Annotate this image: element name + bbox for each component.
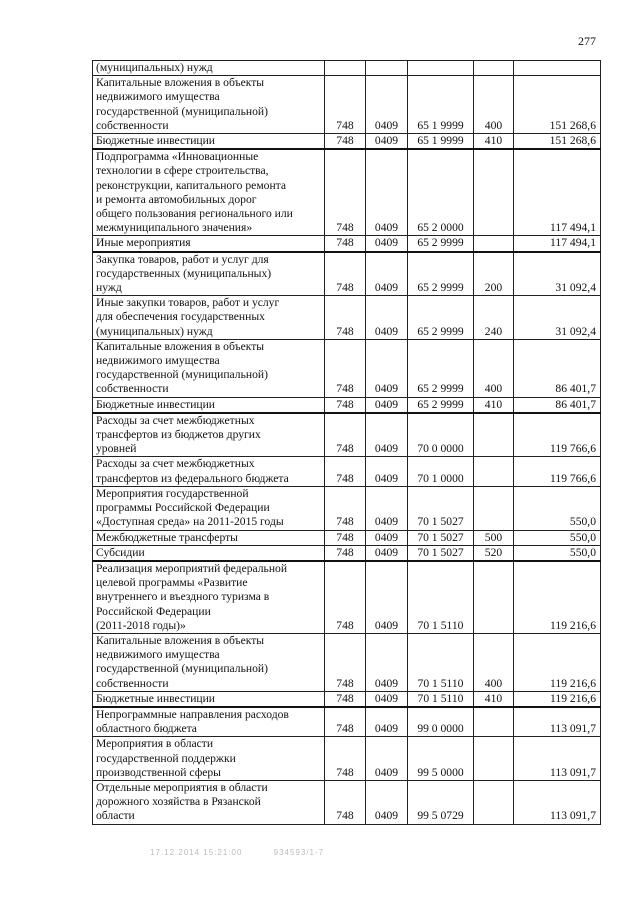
row-section-code-cell: 0409 (366, 236, 408, 252)
table-row (93, 633, 601, 691)
row-target-article-cell: 65 1 9999 (408, 134, 474, 150)
row-target-article-cell: 99 5 0000 (408, 737, 474, 781)
table-row (93, 486, 601, 530)
footer-stamp (150, 848, 352, 857)
row-expense-type-cell: 500 (474, 530, 514, 545)
row-admin-code-cell: 748 (325, 561, 366, 634)
row-name-cell: Бюджетные инвестиции (93, 691, 325, 707)
row-section-code-cell: 0409 (366, 149, 408, 236)
row-section-code-cell: 0409 (366, 737, 408, 781)
row-section-code-cell: 0409 (366, 413, 408, 457)
row-expense-type-cell (474, 780, 514, 824)
row-name-cell: Мероприятия в области государственной поддержки производственной сферы (93, 737, 325, 781)
budget-table (92, 60, 601, 825)
row-section-code-cell: 0409 (366, 339, 408, 397)
row-name-cell: Капитальные вложения в объекты недвижимого имущества государственной (муниципальной) собственности (93, 339, 325, 397)
row-amount-cell: 86 401,7 (514, 397, 601, 413)
row-name-cell: Мероприятия государственной программы Российской Федерации «Доступная среда» на 2011-2015 годы (93, 486, 325, 530)
row-name-cell: Реализация мероприятий федеральной целевой программы «Развитие внутреннего и въездного туризма в Российской Федерации (2011-2018 годы)» (93, 561, 325, 634)
row-admin-code-cell: 748 (325, 149, 366, 236)
row-amount-cell (514, 61, 601, 76)
row-amount-cell: 86 401,7 (514, 339, 601, 397)
row-section-code-cell: 0409 (366, 252, 408, 296)
table-row (93, 76, 601, 134)
row-target-article-cell: 65 2 9999 (408, 236, 474, 252)
row-amount-cell: 151 268,6 (514, 76, 601, 134)
row-name-cell: Иные мероприятия (93, 236, 325, 252)
table-row (93, 296, 601, 340)
table-row (93, 339, 601, 397)
row-target-article-cell: 70 1 5110 (408, 633, 474, 691)
row-target-article-cell: 70 1 0000 (408, 457, 474, 486)
row-section-code-cell: 0409 (366, 486, 408, 530)
row-expense-type-cell (474, 149, 514, 236)
row-admin-code-cell: 748 (325, 530, 366, 545)
row-amount-cell: 550,0 (514, 486, 601, 530)
row-admin-code-cell: 748 (325, 339, 366, 397)
table-row (93, 780, 601, 824)
row-target-article-cell: 65 2 0000 (408, 149, 474, 236)
table-row (93, 691, 601, 707)
row-target-article-cell: 70 1 5027 (408, 545, 474, 561)
row-target-article-cell: 70 1 5110 (408, 691, 474, 707)
row-section-code-cell: 0409 (366, 397, 408, 413)
row-target-article-cell: 99 5 0729 (408, 780, 474, 824)
row-name-cell: (муниципальных) нужд (93, 61, 325, 76)
row-expense-type-cell (474, 457, 514, 486)
row-section-code-cell: 0409 (366, 780, 408, 824)
row-section-code-cell (366, 61, 408, 76)
row-amount-cell: 113 091,7 (514, 780, 601, 824)
row-admin-code-cell: 748 (325, 413, 366, 457)
table-row (93, 149, 601, 236)
row-admin-code-cell: 748 (325, 633, 366, 691)
row-admin-code-cell: 748 (325, 707, 366, 737)
row-expense-type-cell: 400 (474, 339, 514, 397)
row-section-code-cell: 0409 (366, 457, 408, 486)
row-amount-cell: 119 766,6 (514, 413, 601, 457)
row-admin-code-cell: 748 (325, 252, 366, 296)
row-admin-code-cell: 748 (325, 296, 366, 340)
row-target-article-cell: 65 2 9999 (408, 296, 474, 340)
table-row (93, 413, 601, 457)
row-target-article-cell: 70 0 0000 (408, 413, 474, 457)
row-expense-type-cell: 410 (474, 691, 514, 707)
row-amount-cell: 119 216,6 (514, 691, 601, 707)
row-expense-type-cell: 520 (474, 545, 514, 561)
row-amount-cell: 117 494,1 (514, 236, 601, 252)
row-expense-type-cell: 200 (474, 252, 514, 296)
budget-table-body (93, 61, 601, 825)
row-name-cell: Межбюджетные трансферты (93, 530, 325, 545)
row-name-cell: Субсидии (93, 545, 325, 561)
row-admin-code-cell: 748 (325, 457, 366, 486)
row-expense-type-cell: 400 (474, 76, 514, 134)
row-section-code-cell: 0409 (366, 76, 408, 134)
row-admin-code-cell: 748 (325, 397, 366, 413)
row-name-cell: Бюджетные инвестиции (93, 134, 325, 150)
footer-doc-code: 934593/1-7 (273, 848, 325, 857)
row-expense-type-cell (474, 561, 514, 634)
row-amount-cell: 113 091,7 (514, 707, 601, 737)
footer-timestamp: 17.12.2014 15:21:00 (150, 848, 243, 857)
table-row (93, 530, 601, 545)
row-expense-type-cell: 410 (474, 397, 514, 413)
row-name-cell: Непрограммные направления расходов областного бюджета (93, 707, 325, 737)
row-expense-type-cell: 400 (474, 633, 514, 691)
row-name-cell: Бюджетные инвестиции (93, 397, 325, 413)
row-amount-cell: 117 494,1 (514, 149, 601, 236)
row-amount-cell: 31 092,4 (514, 252, 601, 296)
row-section-code-cell: 0409 (366, 296, 408, 340)
row-section-code-cell: 0409 (366, 691, 408, 707)
row-amount-cell: 550,0 (514, 545, 601, 561)
row-amount-cell: 113 091,7 (514, 737, 601, 781)
table-row (93, 737, 601, 781)
row-section-code-cell: 0409 (366, 545, 408, 561)
row-admin-code-cell: 748 (325, 76, 366, 134)
row-admin-code-cell: 748 (325, 486, 366, 530)
table-row (93, 545, 601, 561)
table-row (93, 61, 601, 76)
row-admin-code-cell: 748 (325, 134, 366, 150)
row-name-cell: Отдельные мероприятия в области дорожного хозяйства в Рязанской области (93, 780, 325, 824)
row-admin-code-cell: 748 (325, 545, 366, 561)
row-target-article-cell: 65 2 9999 (408, 397, 474, 413)
table-row (93, 457, 601, 486)
row-name-cell: Иные закупки товаров, работ и услуг для обеспечения государственных (муниципальных) нужд (93, 296, 325, 340)
row-amount-cell: 151 268,6 (514, 134, 601, 150)
row-admin-code-cell: 748 (325, 737, 366, 781)
row-amount-cell: 119 216,6 (514, 561, 601, 634)
row-admin-code-cell: 748 (325, 691, 366, 707)
row-expense-type-cell: 410 (474, 134, 514, 150)
row-expense-type-cell (474, 707, 514, 737)
row-admin-code-cell (325, 61, 366, 76)
row-name-cell: Подпрограмма «Инновационные технологии в сфере строительства, реконструкции, капитального ремонта и ремонта автомобильных дорог общего пользования регионального или межмуниципального значения» (93, 149, 325, 236)
row-section-code-cell: 0409 (366, 633, 408, 691)
row-expense-type-cell (474, 61, 514, 76)
row-target-article-cell: 70 1 5027 (408, 486, 474, 530)
row-section-code-cell: 0409 (366, 707, 408, 737)
row-target-article-cell: 99 0 0000 (408, 707, 474, 737)
table-row (93, 236, 601, 252)
row-amount-cell: 550,0 (514, 530, 601, 545)
row-target-article-cell: 65 2 9999 (408, 252, 474, 296)
row-expense-type-cell (474, 486, 514, 530)
row-target-article-cell: 70 1 5027 (408, 530, 474, 545)
table-row (93, 707, 601, 737)
table-row (93, 252, 601, 296)
row-target-article-cell: 70 1 5110 (408, 561, 474, 634)
row-expense-type-cell: 240 (474, 296, 514, 340)
table-row (93, 397, 601, 413)
row-amount-cell: 119 216,6 (514, 633, 601, 691)
row-target-article-cell: 65 1 9999 (408, 76, 474, 134)
table-row (93, 561, 601, 634)
row-name-cell: Расходы за счет межбюджетных трансфертов из федерального бюджета (93, 457, 325, 486)
row-expense-type-cell (474, 413, 514, 457)
row-name-cell: Капитальные вложения в объекты недвижимого имущества государственной (муниципальной) собственности (93, 633, 325, 691)
row-section-code-cell: 0409 (366, 134, 408, 150)
row-target-article-cell (408, 61, 474, 76)
row-name-cell: Закупка товаров, работ и услуг для государственных (муниципальных) нужд (93, 252, 325, 296)
row-section-code-cell: 0409 (366, 530, 408, 545)
row-target-article-cell: 65 2 9999 (408, 339, 474, 397)
table-row (93, 134, 601, 150)
row-admin-code-cell: 748 (325, 236, 366, 252)
row-expense-type-cell (474, 737, 514, 781)
row-name-cell: Капитальные вложения в объекты недвижимого имущества государственной (муниципальной) собственности (93, 76, 325, 134)
page-number: 277 (578, 34, 596, 48)
row-amount-cell: 31 092,4 (514, 296, 601, 340)
row-amount-cell: 119 766,6 (514, 457, 601, 486)
row-section-code-cell: 0409 (366, 561, 408, 634)
row-name-cell: Расходы за счет межбюджетных трансфертов из бюджетов других уровней (93, 413, 325, 457)
row-expense-type-cell (474, 236, 514, 252)
row-admin-code-cell: 748 (325, 780, 366, 824)
